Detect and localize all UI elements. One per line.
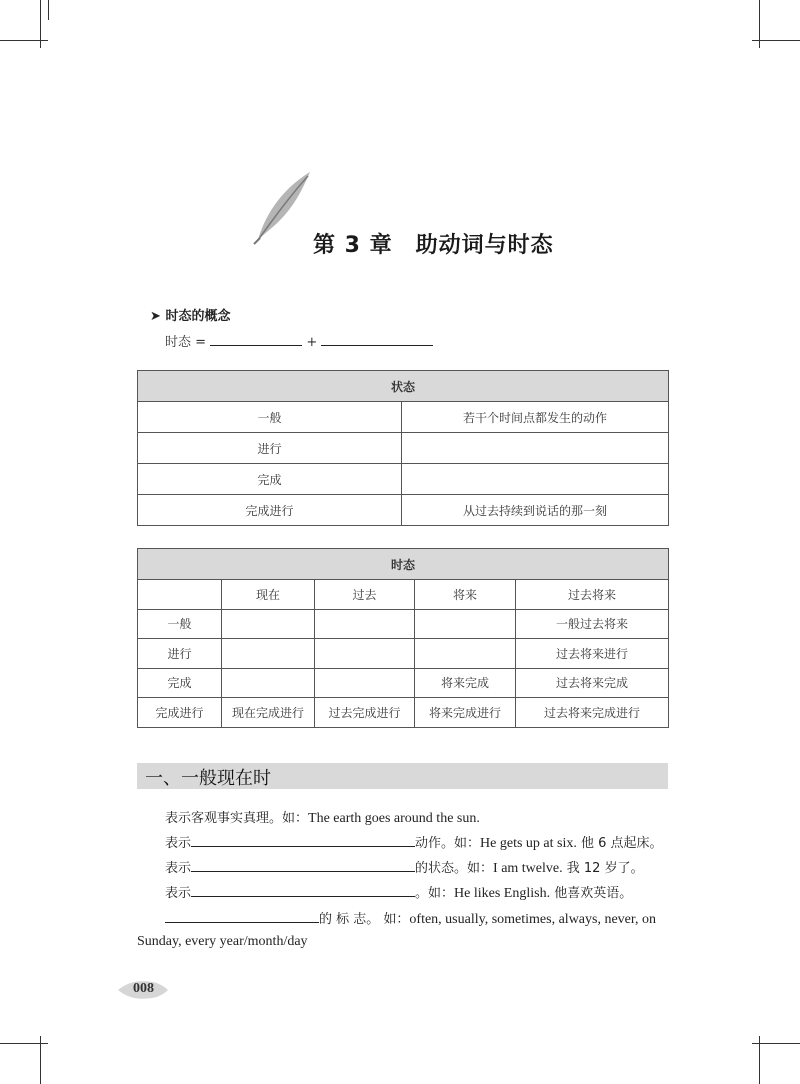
text-span: 的 标 志。 如： xyxy=(319,912,410,927)
table-cell[interactable] xyxy=(402,464,669,495)
table-cell: 进行 xyxy=(138,433,402,464)
table-cell[interactable] xyxy=(415,639,516,669)
table-cell: 完成进行 xyxy=(138,698,222,728)
table-cell[interactable] xyxy=(315,609,415,639)
column-header: 现在 xyxy=(222,580,315,610)
crop-mark xyxy=(0,1043,48,1044)
table-cell[interactable] xyxy=(222,609,315,639)
page-number-tab xyxy=(118,978,168,1002)
english-example: Sunday, every year/month/day xyxy=(137,934,308,949)
text-span: 他 6 点起床。 xyxy=(576,836,663,851)
equation-plus: + xyxy=(306,335,318,350)
concept-equation xyxy=(165,331,433,350)
table-cell: 一般 xyxy=(138,402,402,433)
table-cell: 进行 xyxy=(138,639,222,669)
section-title: 一、一般现在时 xyxy=(145,768,271,789)
table-row xyxy=(138,639,669,669)
english-example: The earth goes around the sun. xyxy=(308,811,480,826)
answer-blank[interactable] xyxy=(165,908,319,923)
table-cell: 完成进行 xyxy=(138,495,402,526)
table-cell[interactable] xyxy=(222,668,315,698)
table-cell: 将来完成 xyxy=(415,668,516,698)
table-row xyxy=(138,402,669,433)
table-cell: 完成 xyxy=(138,668,222,698)
page-number: 008 xyxy=(133,981,154,996)
column-header xyxy=(138,580,222,610)
text-span: 。如： xyxy=(415,886,455,901)
text-span: 表示客观事实真理。如： xyxy=(165,811,309,826)
answer-blank[interactable] xyxy=(321,333,433,346)
tense-table xyxy=(137,548,669,728)
text-line xyxy=(165,882,632,902)
english-example: He gets up at six. xyxy=(480,836,577,851)
answer-blank[interactable] xyxy=(191,832,415,847)
table-cell: 若干个时间点都发生的动作 xyxy=(402,402,669,433)
table-cell: 现在完成进行 xyxy=(222,698,315,728)
answer-blank[interactable] xyxy=(210,333,302,346)
text-span: 他喜欢英语。 xyxy=(550,886,633,901)
table-row xyxy=(138,668,669,698)
table-cell: 过去完成进行 xyxy=(315,698,415,728)
table-cell: 将来完成进行 xyxy=(415,698,516,728)
chapter-title: 第 3 章 助动词与时态 xyxy=(313,233,554,258)
text-span: 表示 xyxy=(165,861,192,876)
table-row xyxy=(138,609,669,639)
column-header: 过去将来 xyxy=(516,580,669,610)
text-line xyxy=(165,908,656,928)
table-cell: 一般过去将来 xyxy=(516,609,669,639)
table-cell[interactable] xyxy=(402,433,669,464)
table-row xyxy=(138,464,669,495)
table-cell[interactable] xyxy=(315,639,415,669)
answer-blank[interactable] xyxy=(191,882,415,897)
crop-mark xyxy=(48,0,49,20)
tense-table-header: 时态 xyxy=(138,549,669,580)
table-cell: 完成 xyxy=(138,464,402,495)
table-cell: 过去将来进行 xyxy=(516,639,669,669)
text-span: 的状态。如： xyxy=(415,861,494,876)
column-header: 将来 xyxy=(415,580,516,610)
table-cell: 一般 xyxy=(138,609,222,639)
concept-heading-text: 时态的概念 xyxy=(165,309,231,324)
crop-mark xyxy=(752,40,800,41)
english-example: often, usually, sometimes, always, never, on xyxy=(409,912,656,927)
text-line xyxy=(137,934,308,950)
chapter-header xyxy=(250,168,580,268)
table-row xyxy=(138,698,669,728)
concept-heading xyxy=(150,305,230,324)
table-cell[interactable] xyxy=(222,639,315,669)
crop-mark xyxy=(0,40,48,41)
column-header: 过去 xyxy=(315,580,415,610)
section-heading-bar xyxy=(137,763,668,789)
state-table-header: 状态 xyxy=(138,371,669,402)
table-row xyxy=(138,495,669,526)
table-cell[interactable] xyxy=(415,609,516,639)
text-span: 表示 xyxy=(165,836,192,851)
english-example: I am twelve. xyxy=(493,861,563,876)
table-row xyxy=(138,433,669,464)
table-header-row xyxy=(138,580,669,610)
text-span: 我 12 岁了。 xyxy=(562,861,644,876)
text-span: 动作。如： xyxy=(415,836,481,851)
table-cell: 过去将来完成 xyxy=(516,668,669,698)
text-line xyxy=(165,832,663,852)
text-line xyxy=(165,807,480,827)
arrow-icon: ➤ xyxy=(150,309,161,324)
answer-blank[interactable] xyxy=(191,857,415,872)
equation-prefix: 时态 = xyxy=(165,335,207,350)
feather-icon xyxy=(250,168,320,248)
table-cell: 从过去持续到说话的那一刻 xyxy=(402,495,669,526)
table-cell: 过去将来完成进行 xyxy=(516,698,669,728)
text-line xyxy=(165,857,644,877)
state-table xyxy=(137,370,669,526)
table-cell[interactable] xyxy=(315,668,415,698)
english-example: He likes English. xyxy=(454,886,551,901)
text-span: 表示 xyxy=(165,886,192,901)
crop-mark xyxy=(752,1043,800,1044)
